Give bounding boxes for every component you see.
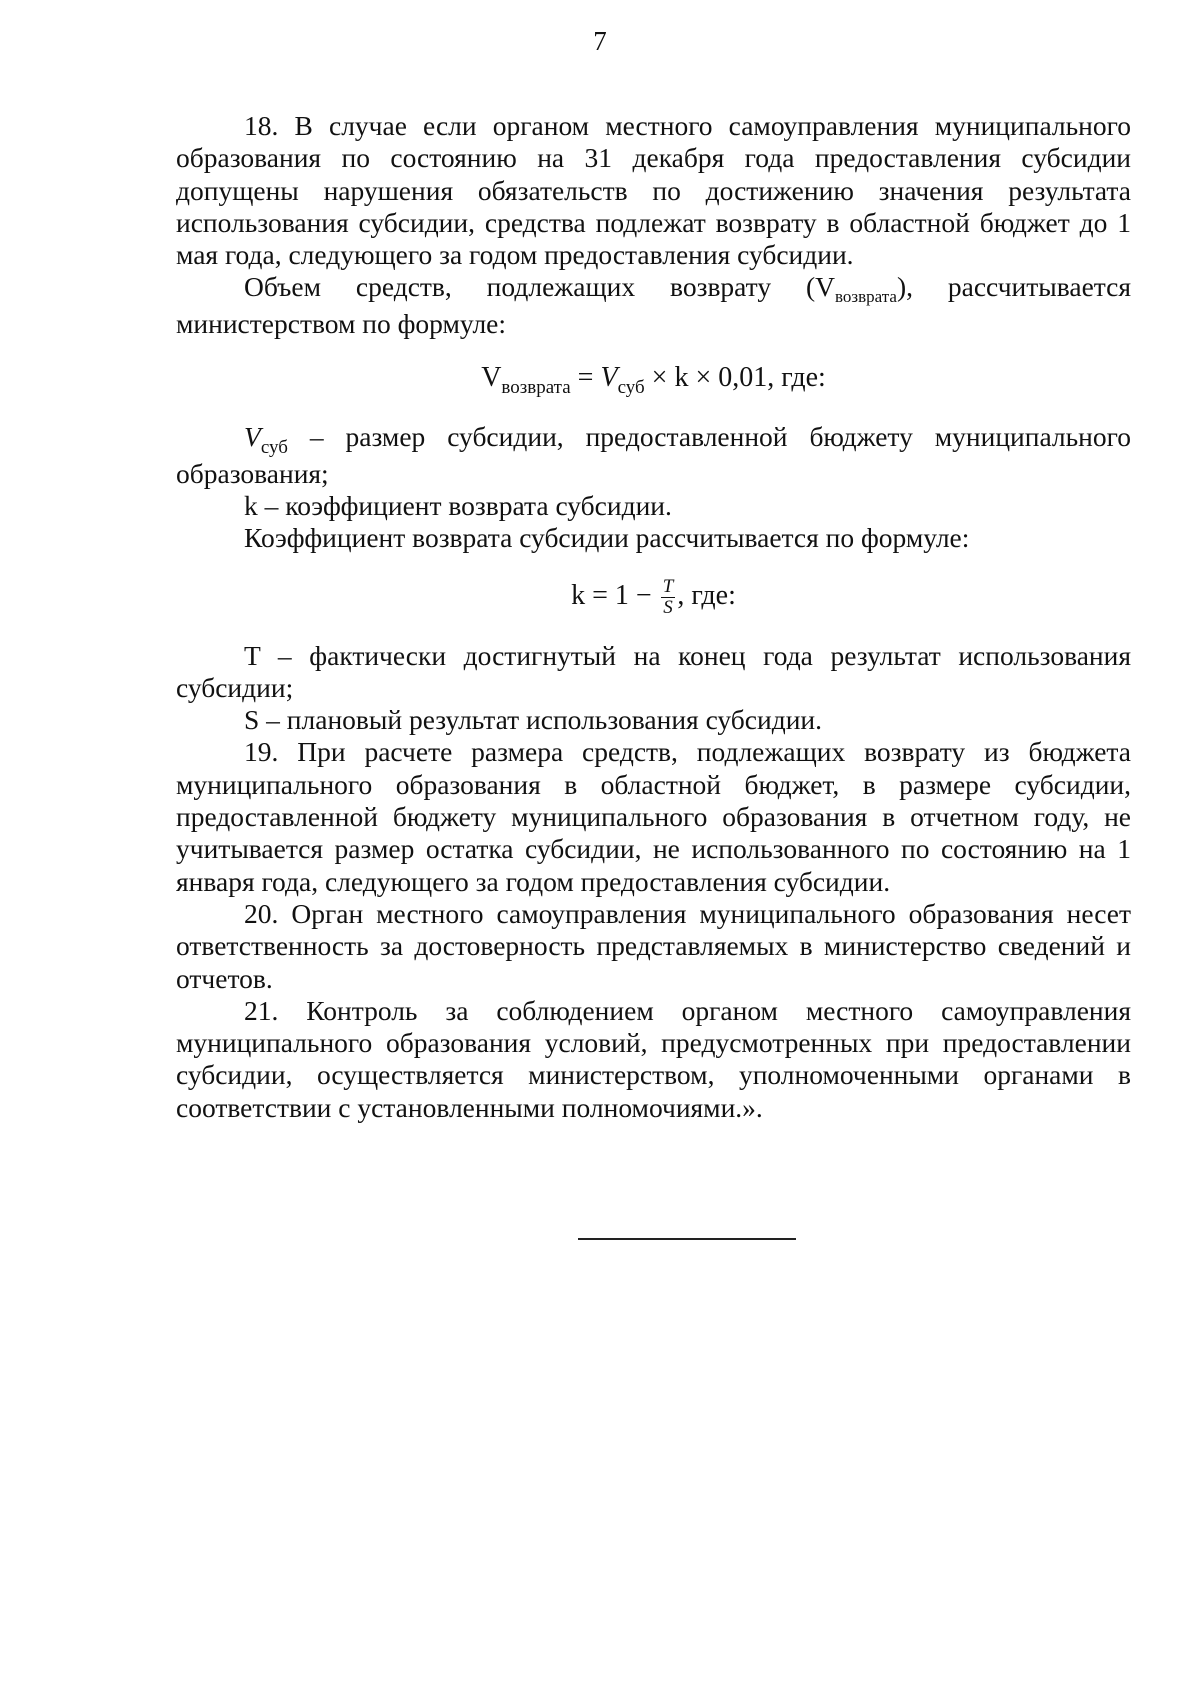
paragraph-19: 19. При расчете размера средств, подлежащих возврату из бюджета муниципального образования в областной бюджет, в размере субсидии, предоставленной бюджету муниципального образования в отчетном году, не учитывается размер остатка субсидии, не использованного по состоянию на 1 января года, следующего за годом предоставления субсидии. xyxy=(176,736,1131,897)
formula2-lhs: k = 1 − xyxy=(571,579,659,611)
paragraph-coefficient: Коэффициент возврата субсидии рассчитывается по формуле: xyxy=(244,522,970,554)
volume-subscript: возврата xyxy=(835,287,897,307)
formula2-numerator: T xyxy=(662,575,674,597)
definition-vsub xyxy=(176,421,1131,490)
formula-return-volume xyxy=(176,340,1131,421)
formula2-rest: , где: xyxy=(677,579,736,611)
paragraph-volume xyxy=(176,271,1131,340)
formula1-vsub: V xyxy=(600,362,618,394)
volume-text-before: Объем средств, подлежащих возврату (V xyxy=(244,271,835,303)
volume-text-after: ), рассчитывается министерством по формуле: xyxy=(176,271,1131,339)
formula1-vsub-subscript: суб xyxy=(617,377,645,399)
formula1-eq: = xyxy=(570,362,601,394)
formula1-v: V xyxy=(481,362,502,394)
formula1-rest: × k × 0,01, где: xyxy=(644,362,826,394)
formula-coefficient xyxy=(176,555,1131,640)
definition-t: T – фактически достигнутый на конец года результат использования субсидии; xyxy=(176,639,1131,703)
formula2-denominator: S xyxy=(663,596,673,618)
definition-k: k – коэффициент возврата субсидии. xyxy=(244,489,672,521)
end-divider-line xyxy=(578,1238,796,1240)
paragraph-20: 20. Орган местного самоуправления муниципального образования несет ответственность за достоверность представляемых в министерство сведений и отчетов. xyxy=(176,897,1131,994)
definition-s: S – плановый результат использования субсидии. xyxy=(244,704,823,736)
formula1-v-subscript: возврата xyxy=(501,377,571,399)
definition-vsub-text: – размер субсидии, предоставленной бюджету муниципального образования; xyxy=(176,421,1131,489)
definition-vsub-var: V xyxy=(244,421,261,453)
document-body xyxy=(176,110,1131,1124)
paragraph-18: 18. В случае если органом местного самоуправления муниципального образования по состоянию на 31 декабря года предоставления субсидии допущены нарушения обязательств по достижению значения результата использования субсидии, средства подлежат возврату в областной бюджет до 1 мая года, следующего за годом предоставления субсидии. xyxy=(176,110,1131,271)
page-number: 7 xyxy=(593,26,607,56)
paragraph-21: 21. Контроль за соблюдением органом местного самоуправления муниципального образования условий, предусмотренных при предоставлении субсидии, осуществляется министерством, уполномоченными органами в соответствии с установленными полномочиями.». xyxy=(176,994,1131,1123)
definition-vsub-subscript: суб xyxy=(260,437,288,459)
formula2-fraction xyxy=(661,577,676,618)
